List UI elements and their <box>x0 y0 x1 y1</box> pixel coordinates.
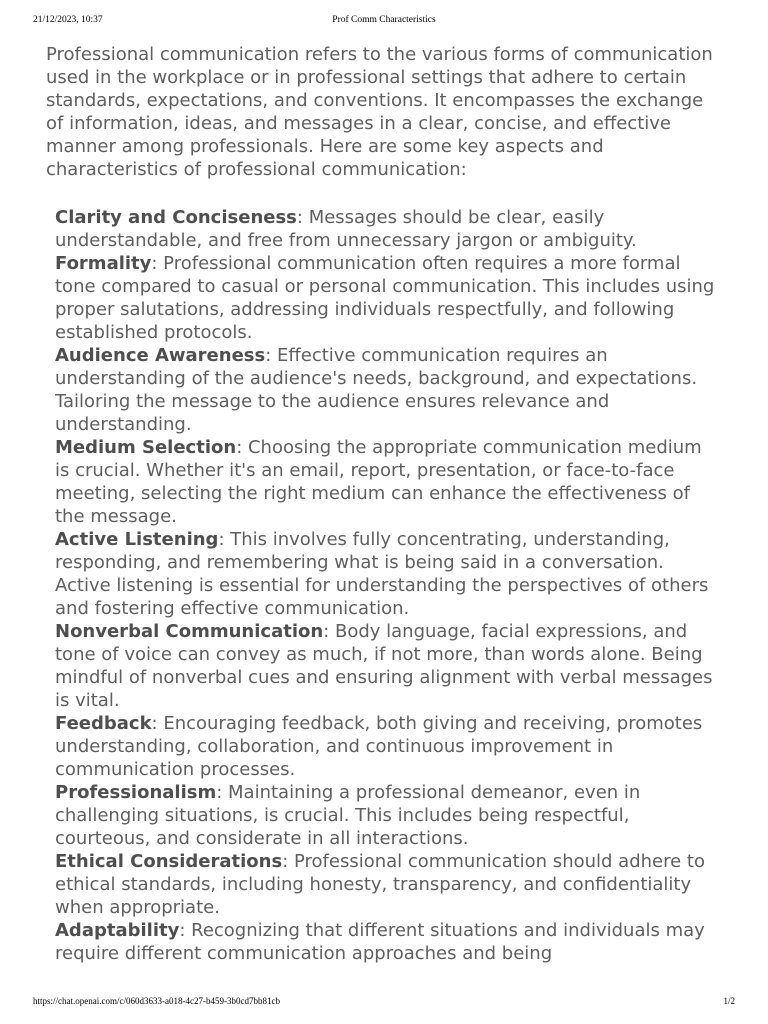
point-text: : Body language, facial expressions, and tone of voice can convey as much, if not more, than words alone. Being mindful of nonverbal cues and ensuring alignment with verbal messages is vital. <box>55 621 713 711</box>
page-number: 1/2 <box>723 996 735 1006</box>
print-datetime: 21/12/2023, 10:37 <box>33 15 103 25</box>
list-item <box>55 712 715 781</box>
characteristics-list <box>46 206 715 965</box>
point-term: Active Listening <box>55 529 219 550</box>
point-text: : Maintaining a professional demeanor, even in challenging situations, is crucial. This includes being respectful, courteous, and considerate in all interactions. <box>55 782 641 849</box>
point-term: Ethical Considerations <box>55 851 283 872</box>
point-text: : Effective communication requires an understanding of the audience's needs, background, and expectations. Tailoring the message to the audience ensures relevance and understanding. <box>55 345 698 435</box>
point-text: : Professional communication should adhere to ethical standards, including honesty, transparency, and confidentiality when appropriate. <box>55 851 705 918</box>
list-item <box>55 436 715 528</box>
point-text: : Encouraging feedback, both giving and receiving, promotes understanding, collaboration, and continuous improvement in communication processes. <box>55 713 703 780</box>
point-text: : Professional communication often requires a more formal tone compared to casual or personal communication. This includes using proper salutations, addressing individuals respectfully, and following established protocols. <box>55 253 715 343</box>
point-term: Medium Selection <box>55 437 237 458</box>
print-footer <box>33 996 735 1010</box>
document-title: Prof Comm Characteristics <box>332 15 436 25</box>
intro-paragraph: Professional communication refers to the various forms of communication used in the workplace or in professional settings that adhere to certain standards, expectations, and conventions. It encompasses the exchange of information, ideas, and messages in a clear, concise, and effective manner among professionals. Here are some key aspects and characteristics of professional communication: <box>46 44 713 180</box>
point-text: : Recognizing that different situations and individuals may require different communication approaches and being <box>55 920 705 964</box>
document-body <box>46 43 728 965</box>
point-text: : This involves fully concentrating, understanding, responding, and remembering what is being said in a conversation. Active listening is essential for understanding the perspectives of others and fostering effective communication. <box>55 529 709 619</box>
point-term: Feedback <box>55 713 152 734</box>
point-term: Audience Awareness <box>55 345 266 366</box>
print-header <box>33 15 735 29</box>
point-text: : Messages should be clear, easily understandable, and free from unnecessary jargon or ambiguity. <box>55 207 637 251</box>
list-item <box>55 344 715 436</box>
list-item <box>55 206 715 252</box>
list-item <box>55 781 715 850</box>
point-text: : Choosing the appropriate communication medium is crucial. Whether it's an email, report, presentation, or face-to-face meeting, selecting the right medium can enhance the effectiveness of the message. <box>55 437 702 527</box>
list-item <box>55 528 715 620</box>
point-term: Nonverbal Communication <box>55 621 324 642</box>
list-item <box>55 919 715 965</box>
point-term: Clarity and Conciseness <box>55 207 297 228</box>
point-term: Formality <box>55 253 152 274</box>
point-term: Professionalism <box>55 782 217 803</box>
list-item <box>55 252 715 344</box>
list-item <box>55 850 715 919</box>
point-term: Adaptability <box>55 920 180 941</box>
page-url: https://chat.openai.com/c/060d3633-a018-4c27-b459-3b0cd7bb81cb <box>33 996 280 1006</box>
list-item <box>55 620 715 712</box>
